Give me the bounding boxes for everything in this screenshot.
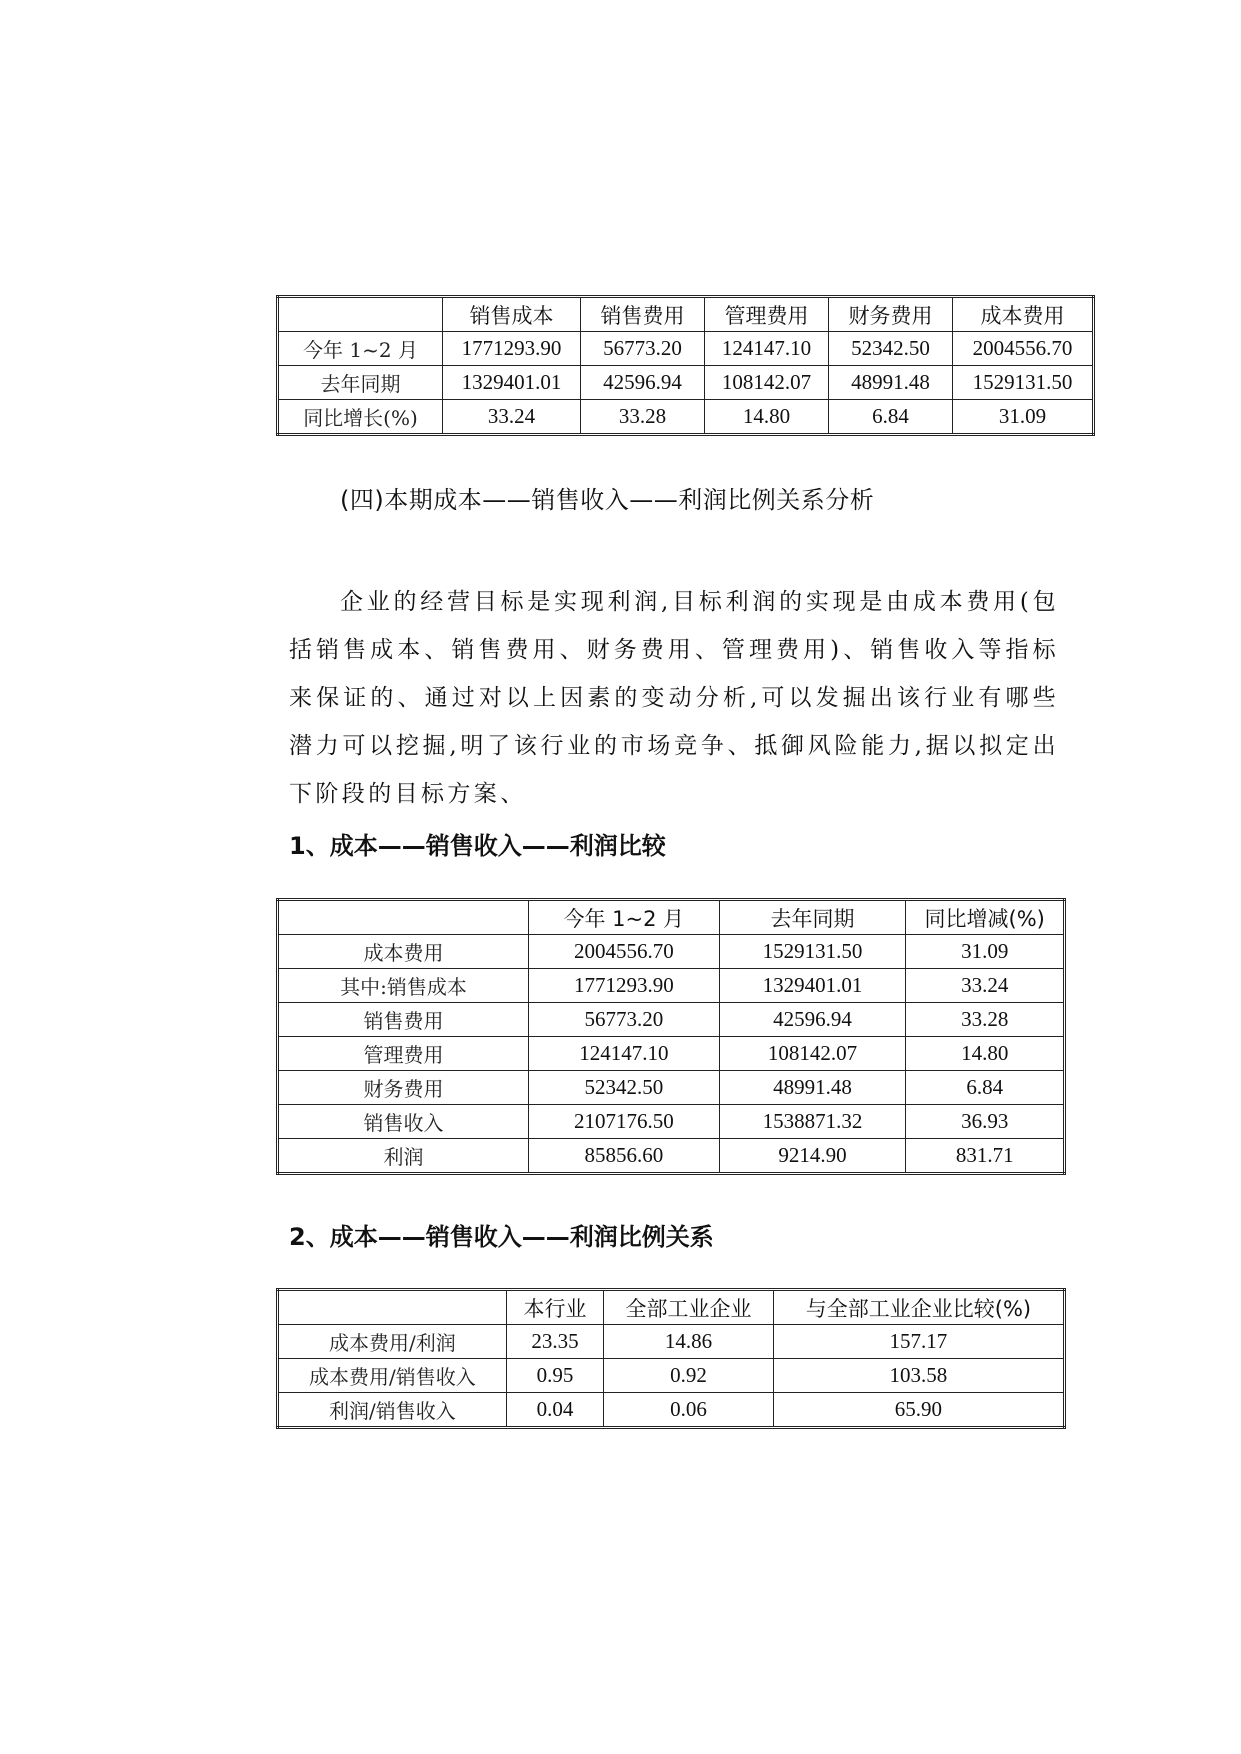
table-row (278, 1003, 1065, 1037)
table-header-row (278, 1290, 1065, 1325)
row-label: 去年同期 (278, 366, 443, 400)
table-cell: 103.58 (773, 1359, 1064, 1393)
table-row (278, 1071, 1065, 1105)
table-cell: 65.90 (773, 1393, 1064, 1428)
header-cell: 去年同期 (719, 900, 906, 935)
table-cell: 33.28 (581, 400, 705, 435)
header-cell: 销售成本 (443, 297, 581, 332)
table-cell: 36.93 (906, 1105, 1065, 1139)
table-cell: 33.28 (906, 1003, 1065, 1037)
table-cell: 14.80 (906, 1037, 1065, 1071)
table-row (278, 366, 1094, 400)
header-cell (278, 1290, 507, 1325)
table-cell: 31.09 (953, 400, 1094, 435)
table-cell: 1329401.01 (443, 366, 581, 400)
table-cell: 108142.07 (705, 366, 829, 400)
table-cell: 56773.20 (581, 332, 705, 366)
table-cell: 52342.50 (829, 332, 953, 366)
row-label: 成本费用/利润 (278, 1325, 507, 1359)
row-label: 销售费用 (278, 1003, 529, 1037)
table-cell: 85856.60 (528, 1139, 719, 1174)
table-cell: 0.04 (506, 1393, 603, 1428)
table-cell: 52342.50 (528, 1071, 719, 1105)
row-label: 同比增长(%) (278, 400, 443, 435)
table-cell: 14.80 (705, 400, 829, 435)
header-cell: 今年 1~2 月 (528, 900, 719, 935)
header-cell: 与全部工业企业比较(%) (773, 1290, 1064, 1325)
table-cell: 831.71 (906, 1139, 1065, 1174)
table-cell: 124147.10 (705, 332, 829, 366)
table-cell: 157.17 (773, 1325, 1064, 1359)
table-cell: 31.09 (906, 935, 1065, 969)
table-row (278, 1325, 1065, 1359)
cost-expense-table (276, 295, 1095, 436)
body-paragraph: 企业的经营目标是实现利润,目标利润的实现是由成本费用(包括销售成本、销售费用、财务费用、管理费用)、销售收入等指标来保证的、通过对以上因素的变动分析,可以发掘出该行业有哪些潜力可以挖掘,明了该行业的市场竞争、抵御风险能力,据以拟定出下阶段的目标方案、 (289, 589, 1059, 807)
table-cell: 1329401.01 (719, 969, 906, 1003)
row-label: 其中:销售成本 (278, 969, 529, 1003)
table-cell: 2107176.50 (528, 1105, 719, 1139)
header-cell (278, 900, 529, 935)
section-heading: (四)本期成本——销售收入——利润比例关系分析 (340, 486, 875, 514)
table-row (278, 1037, 1065, 1071)
ratio-table (276, 1288, 1066, 1429)
table-row (278, 1139, 1065, 1174)
table-row (278, 969, 1065, 1003)
row-label: 销售收入 (278, 1105, 529, 1139)
row-label: 利润 (278, 1139, 529, 1174)
row-label: 成本费用/销售收入 (278, 1359, 507, 1393)
table-cell: 33.24 (906, 969, 1065, 1003)
table-cell: 108142.07 (719, 1037, 906, 1071)
header-cell: 销售费用 (581, 297, 705, 332)
table-cell: 6.84 (906, 1071, 1065, 1105)
header-cell: 财务费用 (829, 297, 953, 332)
table-cell: 1538871.32 (719, 1105, 906, 1139)
row-label: 财务费用 (278, 1071, 529, 1105)
table-row (278, 400, 1094, 435)
table-cell: 42596.94 (719, 1003, 906, 1037)
table-cell: 0.95 (506, 1359, 603, 1393)
header-cell: 本行业 (506, 1290, 603, 1325)
header-cell: 同比增减(%) (906, 900, 1065, 935)
header-cell: 全部工业企业 (604, 1290, 774, 1325)
table-cell: 48991.48 (719, 1071, 906, 1105)
subheading-ratio: 2、成本——销售收入——利润比例关系 (289, 1223, 714, 1251)
table-cell: 9214.90 (719, 1139, 906, 1174)
table-cell: 6.84 (829, 400, 953, 435)
table-cell: 48991.48 (829, 366, 953, 400)
subheading-comparison: 1、成本——销售收入——利润比较 (289, 832, 666, 860)
table-cell: 33.24 (443, 400, 581, 435)
table-cell: 1529131.50 (719, 935, 906, 969)
table-cell: 1529131.50 (953, 366, 1094, 400)
table-cell: 1771293.90 (528, 969, 719, 1003)
header-cell (278, 297, 443, 332)
table-cell: 14.86 (604, 1325, 774, 1359)
table-cell: 2004556.70 (953, 332, 1094, 366)
comparison-table (276, 898, 1066, 1175)
table-cell: 124147.10 (528, 1037, 719, 1071)
table-header-row (278, 297, 1094, 332)
table-cell: 42596.94 (581, 366, 705, 400)
table-cell: 0.06 (604, 1393, 774, 1428)
table-row (278, 332, 1094, 366)
row-label: 成本费用 (278, 935, 529, 969)
table-cell: 56773.20 (528, 1003, 719, 1037)
table-cell: 0.92 (604, 1359, 774, 1393)
table-row (278, 1359, 1065, 1393)
header-cell: 成本费用 (953, 297, 1094, 332)
table-cell: 23.35 (506, 1325, 603, 1359)
table-row (278, 935, 1065, 969)
row-label: 管理费用 (278, 1037, 529, 1071)
table-cell: 2004556.70 (528, 935, 719, 969)
header-cell: 管理费用 (705, 297, 829, 332)
row-label: 今年 1~2 月 (278, 332, 443, 366)
table-row (278, 1105, 1065, 1139)
table-header-row (278, 900, 1065, 935)
table-row (278, 1393, 1065, 1428)
table-cell: 1771293.90 (443, 332, 581, 366)
row-label: 利润/销售收入 (278, 1393, 507, 1428)
